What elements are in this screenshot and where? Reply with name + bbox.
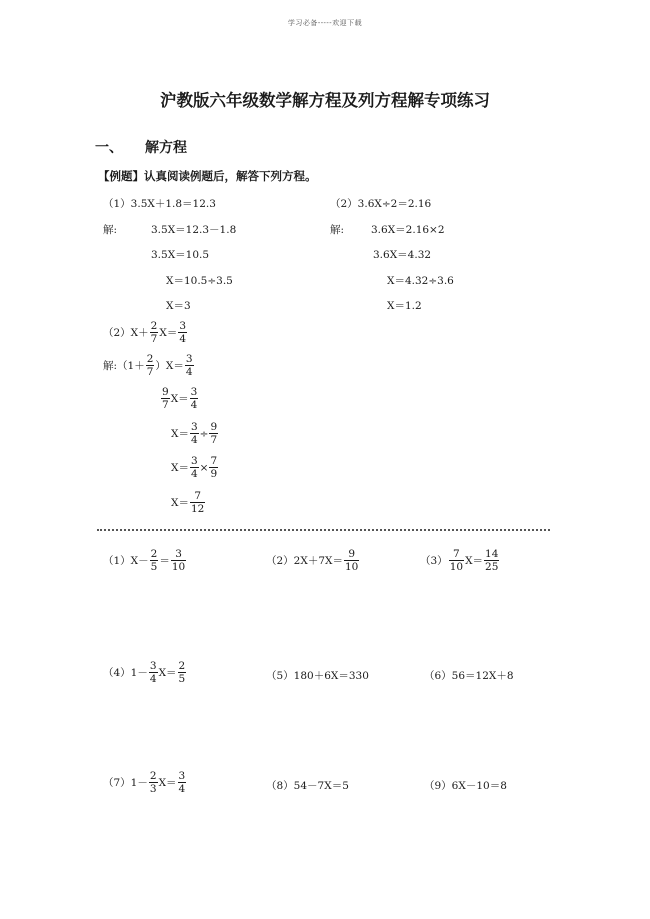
section-title: 解方程	[145, 140, 187, 156]
numerator: 3	[175, 548, 182, 560]
denominator: 7	[162, 399, 169, 411]
fraction	[344, 548, 359, 573]
fraction	[178, 770, 187, 795]
numerator: 3	[149, 660, 157, 672]
denominator: 4	[185, 366, 193, 378]
equation-text: X＝	[171, 462, 189, 474]
fraction	[209, 421, 218, 446]
denominator: 7	[150, 333, 158, 345]
denominator: 3	[149, 783, 157, 795]
equation-text: ＝	[159, 555, 170, 567]
denominator: 4	[190, 468, 198, 480]
page-header: 学习必备-----欢迎下载	[287, 19, 363, 27]
fraction	[161, 386, 170, 411]
fraction	[150, 320, 159, 345]
exercise-2	[266, 548, 360, 573]
denominator: 7	[210, 434, 218, 446]
fraction	[190, 455, 199, 480]
equation-text: X＝	[159, 327, 178, 339]
numerator: 2	[150, 548, 158, 560]
denominator: 4	[149, 673, 157, 685]
exercise-8: （8）54－7X＝5	[266, 780, 349, 792]
denominator: 25	[485, 561, 499, 573]
denominator: 4	[190, 434, 198, 446]
numerator: 9	[348, 548, 356, 560]
exercise-7	[103, 770, 187, 795]
example1-label: 解:	[103, 224, 118, 236]
denominator: 5	[150, 561, 158, 573]
denominator: 10	[449, 561, 464, 573]
section-number: 一、	[95, 140, 123, 156]
example1-step: 3.5X＝10.5	[151, 249, 210, 261]
equation-text: （2）X＋	[103, 327, 149, 339]
equation-text: （4）1－	[103, 667, 148, 679]
equation-text: X＝	[171, 497, 189, 509]
example2-step: 3.6X＝4.32	[373, 249, 432, 261]
fraction	[185, 353, 194, 378]
exercise-5: （5）180＋6X＝330	[266, 670, 369, 682]
numerator: 2	[150, 320, 158, 332]
example3-step3	[171, 421, 219, 446]
equation-text: X＝	[158, 777, 177, 789]
example3-step4	[171, 455, 219, 480]
numerator: 3	[179, 320, 187, 332]
fraction	[484, 548, 499, 573]
fraction	[209, 455, 218, 480]
fraction	[190, 386, 199, 411]
example2-step: X＝4.32÷3.6	[387, 275, 454, 287]
numerator: 2	[178, 660, 186, 672]
denominator: 7	[146, 366, 154, 378]
denominator: 10	[171, 561, 186, 573]
equation-text: （7）1－	[103, 777, 148, 789]
numerator: 3	[185, 353, 193, 365]
example1-step: 3.5X＝12.3－1.8	[151, 224, 237, 236]
denominator: 9	[210, 468, 218, 480]
equation-text: （1＋	[117, 360, 145, 372]
example2-problem: （2）3.6X÷2＝2.16	[330, 198, 432, 210]
fraction	[149, 660, 158, 685]
numerator: 7	[453, 548, 460, 560]
numerator: 2	[146, 353, 154, 365]
instruction-text: 【例题】认真阅读例题后，解答下列方程。	[98, 169, 317, 183]
denominator: 4	[190, 399, 198, 411]
equation-text: ）X＝	[155, 360, 184, 372]
fraction	[171, 548, 186, 573]
example2-step: 3.6X＝2.16×2	[371, 224, 445, 236]
denominator: 5	[178, 673, 186, 685]
exercise-9: （9）6X－10＝8	[424, 780, 507, 792]
denominator: 4	[179, 333, 187, 345]
numerator: 3	[190, 386, 198, 398]
fraction	[190, 421, 199, 446]
exercise-1	[103, 548, 187, 573]
example2-label: 解:	[330, 224, 345, 236]
denominator: 12	[190, 503, 205, 515]
example3-step5	[171, 490, 206, 515]
equation-text: X＝	[170, 393, 189, 405]
denominator: 10	[345, 561, 359, 573]
equation-text: （2）2X＋7X＝	[266, 555, 343, 567]
numerator: 9	[162, 386, 169, 398]
equation-text: X＝	[465, 555, 484, 567]
example3-problem	[103, 320, 188, 345]
dotted-divider	[97, 529, 550, 531]
equation-text: X＝	[171, 428, 189, 440]
page-title: 沪教版六年级数学解方程及列方程解专项练习	[160, 91, 490, 110]
equation-text: ÷	[199, 427, 209, 440]
equation-text: ×	[199, 461, 209, 474]
fraction	[149, 770, 158, 795]
equation-text: 解:	[103, 360, 118, 372]
fraction	[178, 660, 187, 685]
example3-step2	[160, 386, 199, 411]
numerator: 3	[190, 455, 198, 467]
equation-text: （3）	[420, 555, 448, 567]
numerator: 2	[149, 770, 157, 782]
fraction	[150, 548, 159, 573]
denominator: 4	[178, 783, 186, 795]
exercise-4	[103, 660, 187, 685]
fraction	[190, 490, 205, 515]
numerator: 3	[190, 421, 198, 433]
numerator: 14	[485, 548, 499, 560]
numerator: 3	[178, 770, 186, 782]
exercise-6: （6）56＝12X＋8	[424, 670, 514, 682]
example1-problem: （1）3.5X＋1.8＝12.3	[103, 198, 216, 210]
numerator: 7	[194, 490, 202, 502]
equation-text: X＝	[158, 667, 177, 679]
exercise-3	[420, 548, 500, 573]
example2-step: X＝1.2	[387, 300, 422, 312]
numerator: 7	[210, 455, 218, 467]
example3-step1	[103, 353, 195, 378]
fraction	[178, 320, 187, 345]
numerator: 9	[210, 421, 218, 433]
example1-step: X＝3	[166, 300, 191, 312]
fraction	[449, 548, 464, 573]
fraction	[146, 353, 155, 378]
equation-text: （1）X－	[103, 555, 149, 567]
example1-step: X＝10.5÷3.5	[166, 275, 233, 287]
